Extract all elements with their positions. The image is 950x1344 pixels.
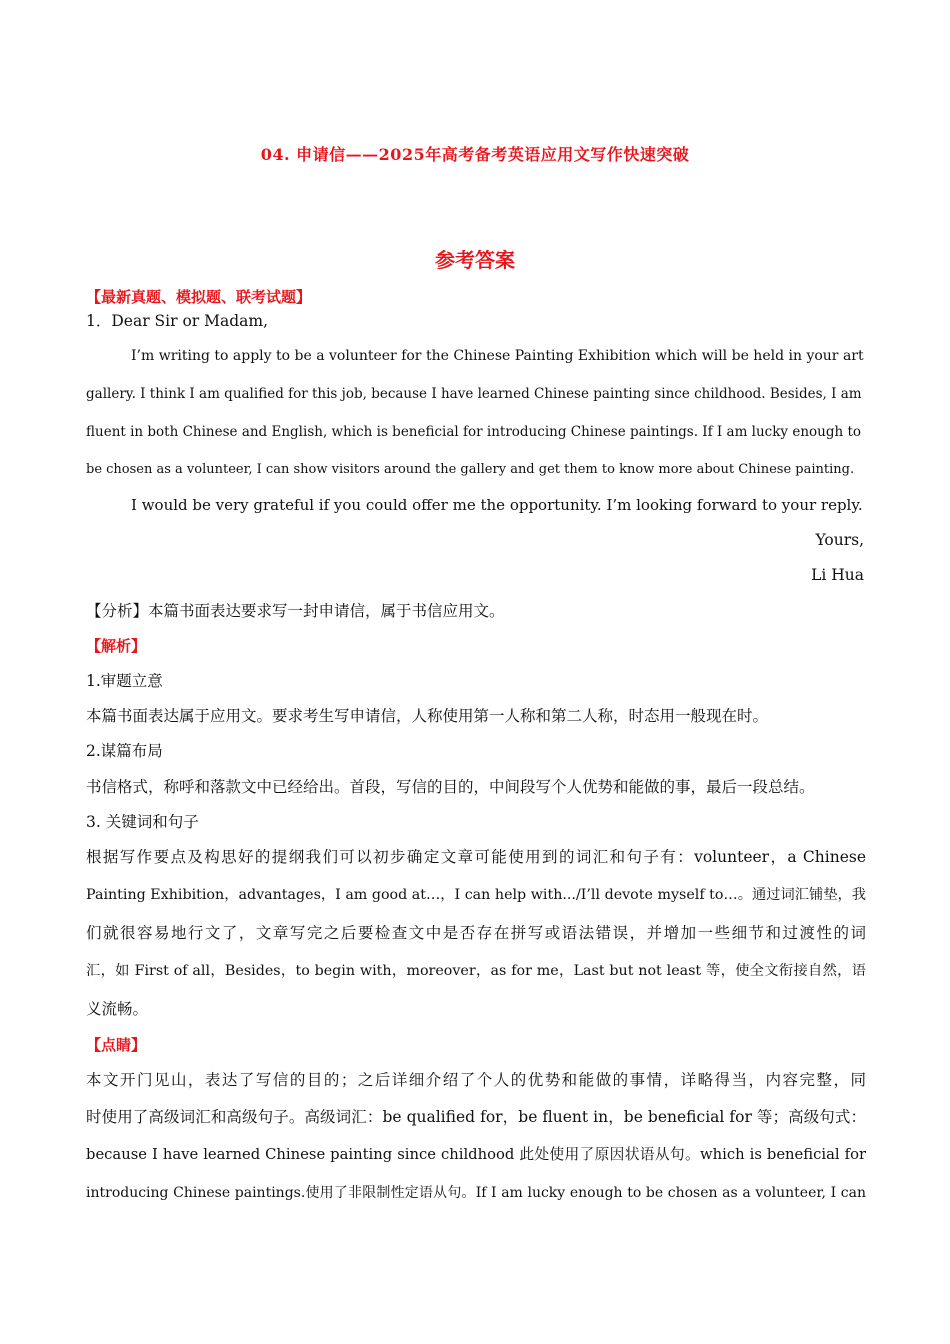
step-heading: 1.审题立意 — [86, 672, 163, 690]
question-number: 1． — [86, 312, 112, 330]
step-heading: 3. 关键词和句子 — [86, 813, 199, 831]
analysis-text: 【分析】本篇书面表达要求写一封申请信，属于书信应用文。 — [86, 602, 505, 620]
step-heading: 2.谋篇布局 — [86, 742, 163, 760]
highlight-text: 本文开门见山，表达了写信的目的；之后详细介绍了个人的优势和能做的事情，详略得当，内容完整，同 — [86, 1071, 866, 1089]
highlight-text: 时使用了高级词汇和高级句子。高级词汇：be qualified for，be fluent in，be beneficial for 等；高级句式： — [86, 1108, 866, 1126]
letter-para1-line: I’m writing to apply to be a volunteer for the Chinese Painting Exhibition which will be held in your art — [131, 348, 864, 364]
letter-closing: Yours, — [815, 531, 864, 549]
step-body: 们就很容易地行文了，文章写完之后要检查文中是否存在拼写或语法错误，并增加一些细节和过渡性的词 — [86, 924, 866, 942]
highlight-text: introducing Chinese paintings.使用了非限制性定语从句。If I am lucky enough to be chosen as a volunteer, I can — [86, 1185, 866, 1201]
letter-para1-line: gallery. I think I am qualified for this job, because I have learned Chinese painting since childhood. Besides, I am — [86, 386, 862, 402]
highlight-label: 【点睛】 — [86, 1036, 147, 1054]
step-body: 根据写作要点及构思好的提纲我们可以初步确定文章可能使用到的词汇和句子有：volunteer，a Chinese — [86, 848, 866, 866]
letter-para1-line: fluent in both Chinese and English, which is beneficial for introducing Chinese paintings. If I am lucky enough to — [86, 424, 862, 440]
step-body: 书信格式，称呼和落款文中已经给出。首段，写信的目的，中间段写个人优势和能做的事，最后一段总结。 — [86, 778, 815, 796]
letter-para2: I would be very grateful if you could offer me the opportunity. I’m looking forward to your reply. — [131, 496, 863, 514]
section-label: 【最新真题、模拟题、联考试题】 — [86, 288, 312, 306]
page-title: 04. 申请信——2025年高考备考英语应用文写作快速突破 — [260, 145, 690, 164]
letter-para1-line: be chosen as a volunteer, I can show visitors around the gallery and get them to know more about Chinese painting. — [86, 462, 855, 477]
answer-heading: 参考答案 — [435, 248, 515, 272]
letter-signature: Li Hua — [811, 566, 864, 584]
letter-salutation: Dear Sir or Madam, — [111, 312, 269, 330]
letter-salutation-line — [86, 311, 866, 331]
step-body: 本篇书面表达属于应用文。要求考生写申请信，人称使用第一人称和第二人称，时态用一般现在时。 — [86, 707, 769, 725]
step-body: 汇，如 First of all，Besides，to begin with，moreover，as for me，Last but not least 等，使全文衔接自然，语 — [86, 963, 866, 979]
explanation-label: 【解析】 — [86, 637, 147, 655]
highlight-text: because I have learned Chinese painting since childhood 此处使用了原因状语从句。which is beneficial for — [86, 1146, 866, 1163]
step-body: 义流畅。 — [86, 1000, 149, 1018]
step-body: Painting Exhibition，advantages，I am good at…，I can help with.../I’ll devote myself to…。通过词汇铺垫，我 — [86, 887, 866, 903]
